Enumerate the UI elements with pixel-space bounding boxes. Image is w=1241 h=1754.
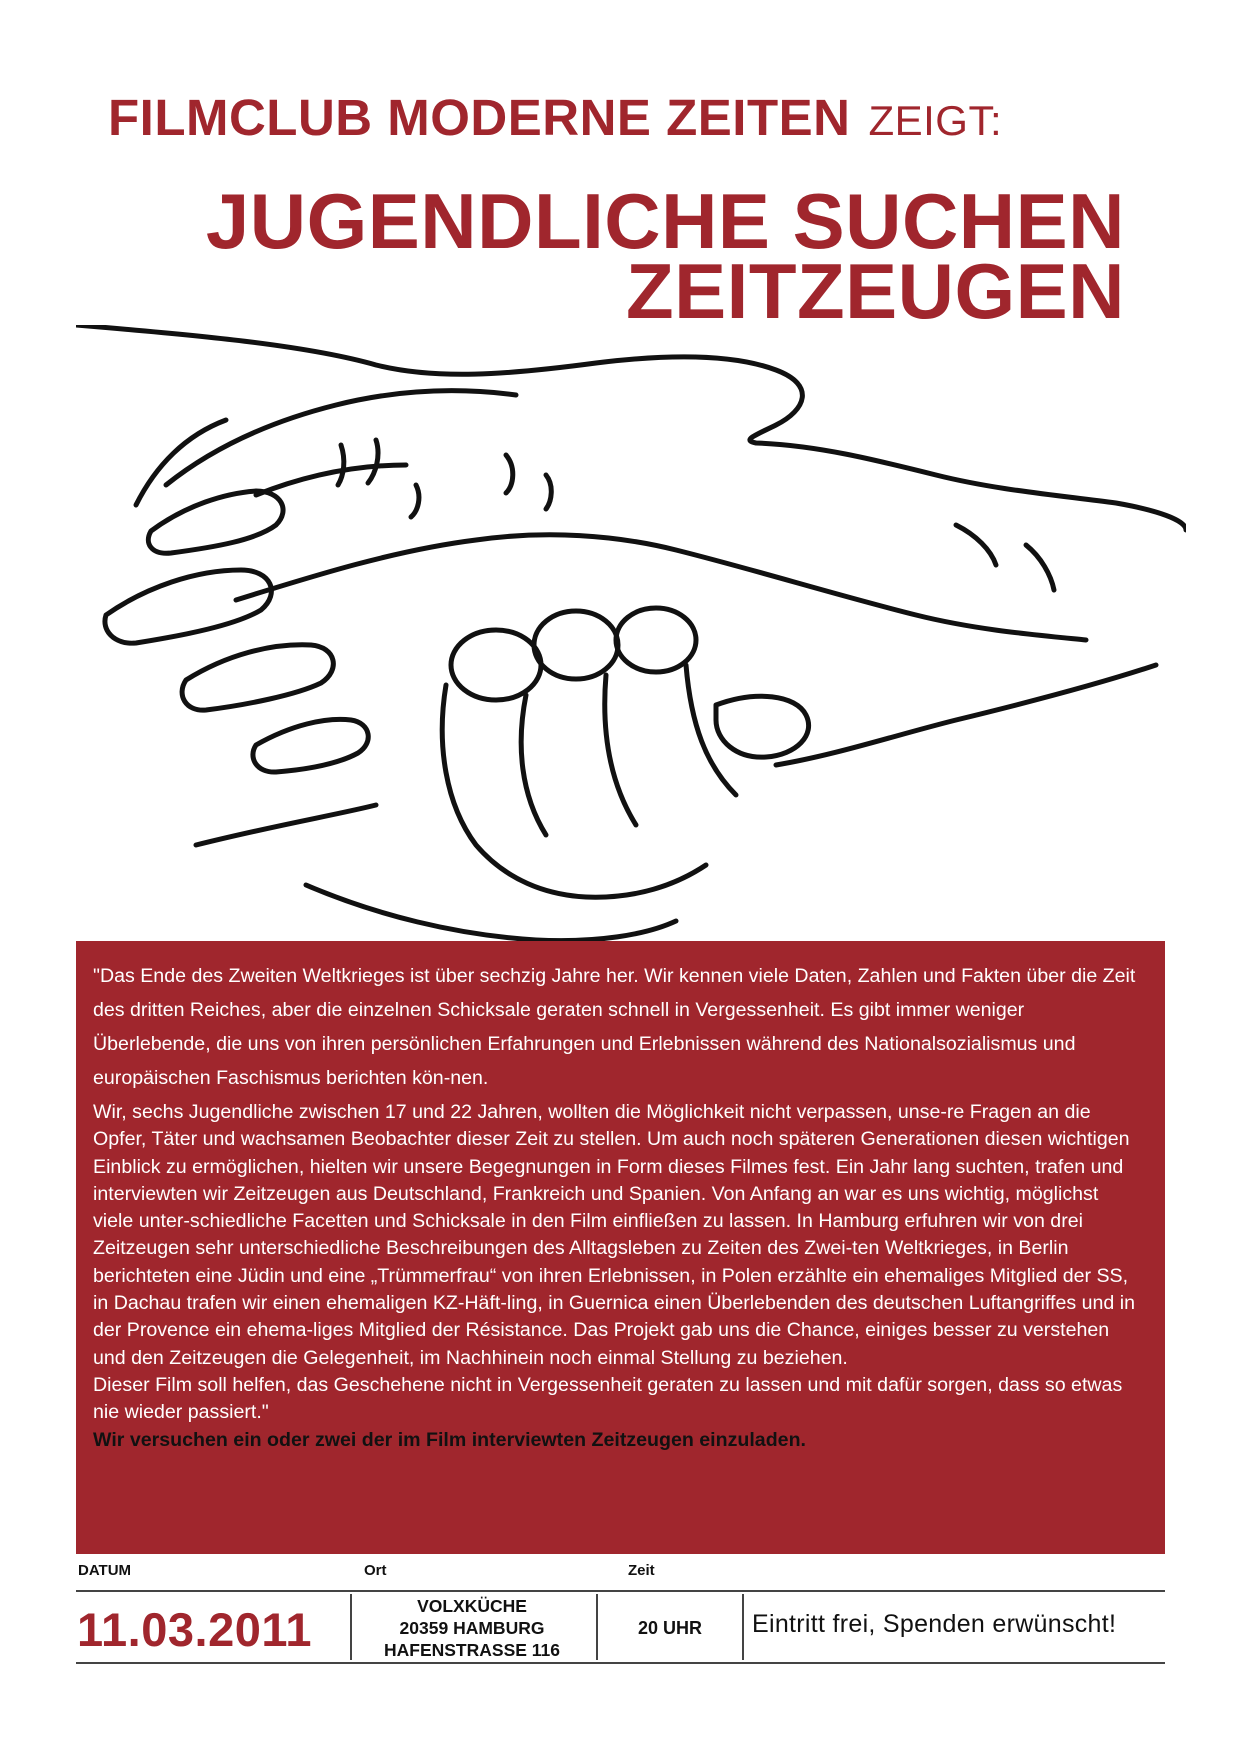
- info-divider: [596, 1594, 598, 1660]
- info-labels-row: [0, 1562, 1241, 1584]
- info-divider: [742, 1594, 744, 1660]
- event-time: 20 UHR: [637, 1618, 703, 1638]
- film-title-line2: ZEITZEUGEN: [625, 247, 1125, 335]
- place-label: Ort: [364, 1562, 387, 1579]
- admission-note: Eintritt frei, Spenden erwünscht!: [752, 1610, 1117, 1638]
- event-date: 11.03.2011: [77, 1603, 313, 1656]
- venue-street: HAFENSTRASSE 116: [383, 1640, 561, 1660]
- venue-name: VOLXKÜCHE: [417, 1596, 527, 1616]
- clasped-hands-illustration: [76, 325, 1186, 947]
- info-top-rule: [76, 1590, 1165, 1592]
- description-paragraph: "Das Ende des Zweiten Weltkrieges ist über sechzig Jahre her. Wir kennen viele Daten, Zahlen und Fakten über die Zeit des dritten Reiches, aber die einzelnen Schicksale geraten schnell in Vergessenheit. Es gibt immer weniger Überlebende, die uns von ihren persönlichen Erfahrungen und Erlebnissen während des Nationalsozialismus und europäischen Faschismus berichten kön-nen.: [93, 965, 1136, 1089]
- description-paragraph: Dieser Film soll helfen, das Geschehene nicht in Vergessenheit geraten zu lassen und mit dafür sorgen, dass so etwas nie wieder passiert.": [93, 1373, 1123, 1424]
- poster-title-line: [108, 89, 1138, 146]
- event-venue: [352, 1595, 592, 1661]
- info-bottom-rule: [76, 1662, 1165, 1664]
- presents-label: ZEIGT:: [868, 97, 1003, 144]
- organizer-name: FILMCLUB MODERNE ZEITEN: [108, 89, 851, 146]
- date-label: DATUM: [78, 1562, 132, 1579]
- description-box: [76, 941, 1165, 1554]
- invitation-note: Wir versuchen ein oder zwei der im Film interviewten Zeitzeugen einzuladen.: [93, 1428, 806, 1451]
- film-title-line1: JUGENDLICHE SUCHEN: [205, 177, 1125, 265]
- time-label: Zeit: [628, 1562, 655, 1579]
- venue-city: 20359 HAMBURG: [399, 1618, 545, 1638]
- description-paragraph: Wir, sechs Jugendliche zwischen 17 und 22 Jahren, wollten die Möglichkeit nicht verpassen, unse-re Fragen an die Opfer, Täter und wachsamen Beobachter dieser Zeit zu stellen. Um auch noch späteren Generationen diesen wichtigen Einblick zu ermöglichen, hielten wir unsere Begegnungen in Form dieses Filmes fest. Ein Jahr lang suchten, trafen und interviewten wir Zeitzeugen aus Deutschland, Frankreich und Spanien. Von Anfang an war es uns wichtig, möglichst viele unter-schiedliche Facetten und Schicksale in den Film einfließen zu lassen. In Hamburg erfuhren wir von drei Zeitzeugen sehr unterschiedliche Beschreibungen des Alltagsleben zu Zeiten des Zwei-ten Weltkrieges, in Berlin berichteten eine Jüdin und eine „Trümmerfrau“ von ihren Erlebnissen, in Polen erzählte ein ehemaliges Mitglied der SS, in Dachau trafen wir einen ehemaligen KZ-Häft-ling, in Guernica einen Überlebenden des deutschen Luftangriffes und in der Provence ein ehema-liges Mitglied der Résistance. Das Projekt gab uns die Chance, einiges besser zu verstehen und den Zeitzeugen die Gelegenheit, im Nachhinein noch einmal Stellung zu beziehen.: [93, 1101, 1136, 1369]
